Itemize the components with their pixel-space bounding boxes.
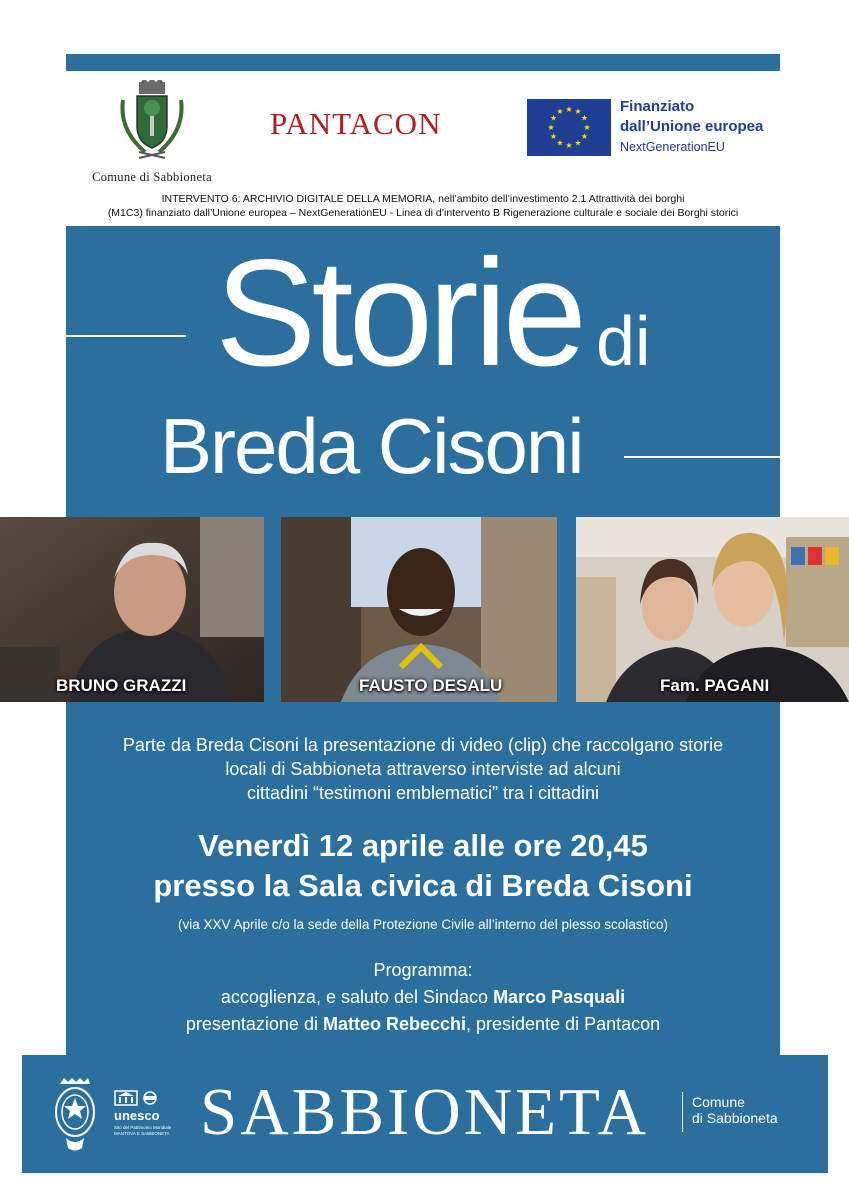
comune-crest-icon [117,80,187,164]
eu-line2: dall’Unione europea [620,118,764,135]
description [66,733,780,805]
top-bar [66,54,780,71]
unesco-word: unesco [114,1108,160,1123]
title-storie: Storie [215,228,583,398]
footer-comune-line2: di Sabbioneta [692,1110,778,1126]
photo-fam-pagani [576,517,849,702]
svg-text:★: ★ [549,132,558,141]
event-info [66,826,780,906]
programma [66,957,780,1038]
description-line1: Parte da Breda Cisoni la presentazione di video (clip) che raccolgano storie [122,735,724,755]
photo-caption: BRUNO GRAZZI [56,676,187,695]
programma-item-2-text: presentazione di [185,1014,323,1034]
programma-item-2-name: Matteo Rebecchi [322,1014,466,1034]
svg-text:★: ★ [556,138,564,148]
photo-fausto-desalu [281,517,557,702]
svg-text:★: ★ [556,107,564,116]
footer-divider [682,1092,683,1132]
unesco-caption: Sito del Patrimonio Mondiale MANTOVA E SABBIONETA [114,1125,172,1136]
eu-funding-text [620,97,763,157]
footer-comune [692,1094,778,1126]
intervento-line1: INTERVENTO 6: ARCHIVIO DIGITALE DELLA MEMORIA, nell’ambito dell’investimento 2.1 Attrattività dei borghi [161,193,685,205]
programma-item-1 [66,984,780,1011]
svg-text:★: ★ [565,141,573,150]
description-line3: cittadini “testimoni emblematici” tra i cittadini [246,783,600,803]
svg-text:★: ★ [580,113,589,123]
comune-name: Comune di Sabbioneta [92,170,212,184]
eu-flag [527,99,611,156]
programma-item-2 [66,1011,780,1038]
eu-stars-icon [527,99,611,156]
title-rule-left [66,335,186,337]
intervento-line2: (M1C3) finanziato dall’Unione europea – NextGenerationEU - Linea di d’intervento B Rigenerazione culturale e sociale dei Borghi storici [107,206,739,219]
event-address: (via XXV Aprile c/o la sede della Protezione Civile all’interno del plesso scolastico) [178,917,668,932]
title-rule-right [624,456,780,458]
eu-line1: Finanziato [620,98,695,115]
photo-bruno-grazzi [0,517,264,702]
programma-item-1-text: accoglienza, e saluto del Sindaco [220,987,494,1007]
svg-text:★: ★ [574,107,582,116]
description-line2: locali di Sabbioneta attraverso interviste ad alcuni [225,759,621,779]
svg-text:★: ★ [549,113,558,123]
sabbioneta-wordmark: SABBIONETA [200,1075,649,1149]
portrait-image [281,517,557,702]
footer-comune-line1: Comune [692,1094,745,1110]
comune-logo [70,80,234,185]
title-place: Breda Cisoni [160,402,583,490]
intervento-text [66,193,780,220]
programma-heading: Programma: [373,960,473,980]
portrait-image [0,517,264,702]
unesco-temple-icon [114,1090,166,1106]
svg-text:★: ★ [580,132,589,141]
pantacon-logo: PANTACON [270,106,442,141]
event-venue: presso la Sala civica di Breda Cisoni [153,868,693,903]
eu-line3: NextGenerationEU [620,140,725,154]
portrait-image [576,517,849,702]
title-di: di [596,302,651,380]
programma-item-2-rest: , presidente di Pantacon [466,1014,661,1034]
svg-text:★: ★ [565,105,573,114]
programma-item-1-name: Marco Pasquali [493,987,626,1007]
photo-caption: Fam. PAGANI [660,676,770,695]
photo-caption: FAUSTO DESALU [359,676,503,695]
svg-text:★: ★ [574,138,582,148]
svg-text:★: ★ [547,123,555,132]
event-date: Venerdì 12 aprile alle ore 20,45 [198,828,648,863]
sabbioneta-crest [52,1078,98,1159]
sabbioneta-crest-icon [52,1078,98,1154]
svg-text:★: ★ [583,123,591,132]
